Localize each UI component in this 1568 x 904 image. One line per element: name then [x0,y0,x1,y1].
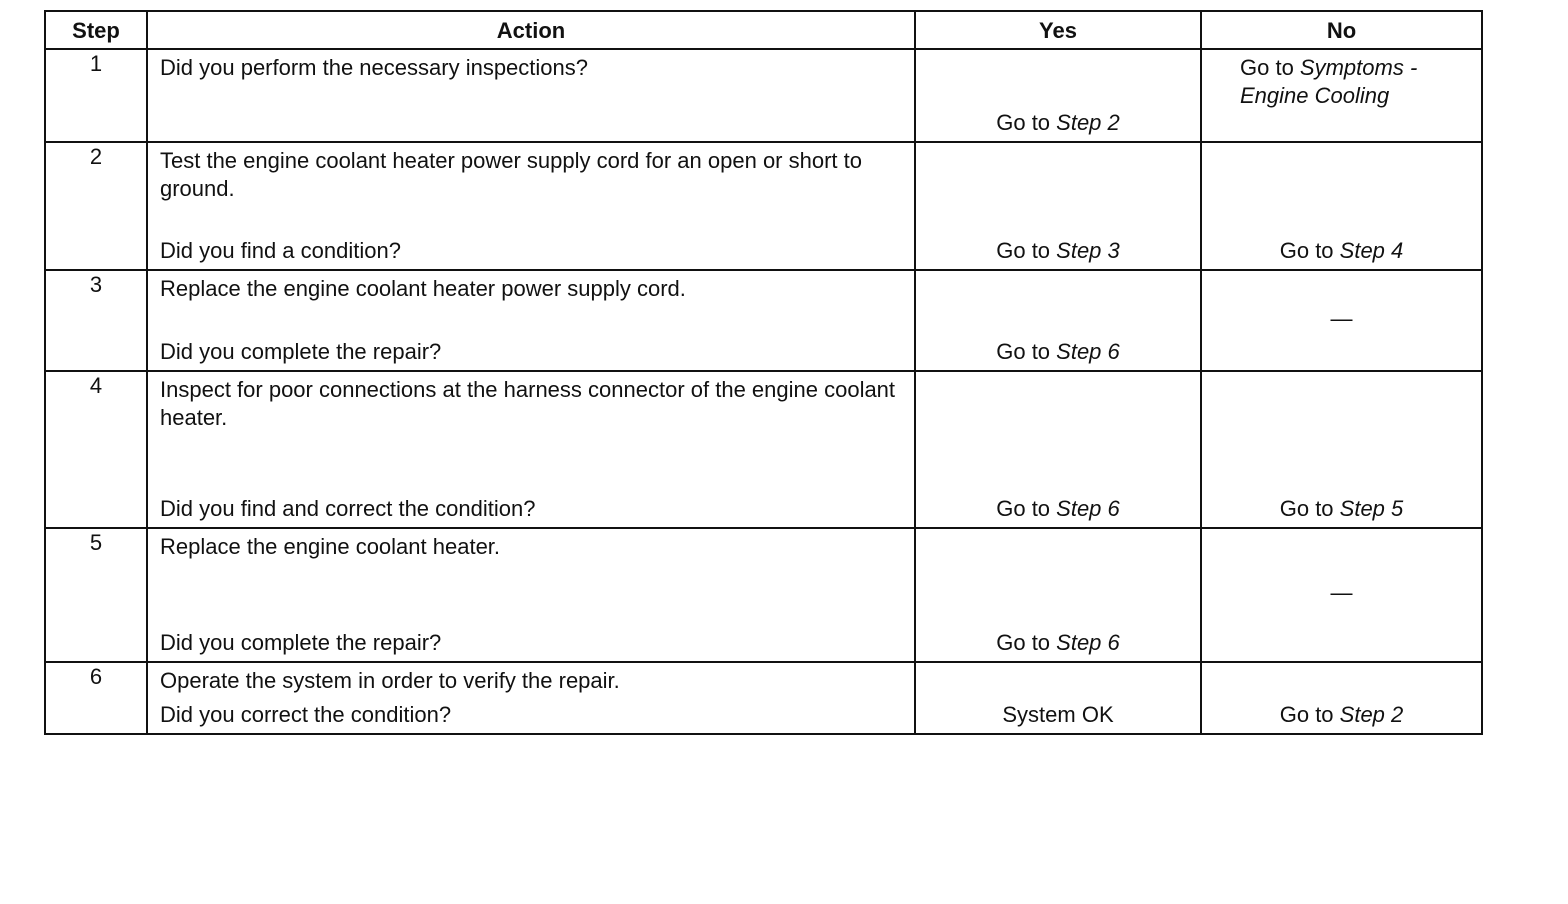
yes-step-link: Step 6 [1056,496,1120,521]
no-step-link: Step 2 [1339,702,1404,727]
no-cell [1201,49,1482,142]
action-cell [147,528,915,662]
no-cell [1201,528,1482,662]
step-number: 1 [45,49,147,142]
no-cell [1201,270,1482,371]
header-step: Step [45,11,147,49]
yes-cell [915,142,1201,270]
action-question: Did you find a condition? [160,238,401,263]
table-row [45,528,1482,662]
no-step-link: Symptoms - Engine Cooling [1240,55,1418,108]
yes-cell [915,49,1201,142]
yes-step-link: Step 2 [1056,110,1120,135]
table-row [45,371,1482,528]
no-result: Go to Step 5 [1279,496,1404,521]
action-text: Operate the system in order to verify the repair. [160,668,620,693]
table-row [45,270,1482,371]
no-cell [1201,662,1482,734]
action-question: Did you correct the condition? [160,702,452,727]
no-cell [1201,371,1482,528]
no-result: Go to Step 2 [1279,702,1404,727]
action-text: Test the engine coolant heater power supply cord for an open or short to ground. [160,148,862,201]
table-row [45,142,1482,270]
table-row [45,49,1482,142]
no-cell [1201,142,1482,270]
no-result: Go to Symptoms - Engine Cooling [1240,55,1418,108]
step-number: 3 [45,270,147,371]
action-question: Did you complete the repair? [160,630,442,655]
action-text: Replace the engine coolant heater power supply cord. [160,276,686,301]
step-number: 2 [45,142,147,270]
action-cell [147,142,915,270]
action-text: Inspect for poor connections at the harness connector of the engine coolant heater. [160,377,896,430]
no-result-dash: — [1330,580,1353,605]
yes-result: Go to Step 2 [996,110,1120,135]
yes-cell [915,662,1201,734]
no-step-link: Step 4 [1339,238,1404,263]
action-text: Replace the engine coolant heater. [160,534,501,559]
table-row [45,662,1482,734]
yes-result: Go to Step 6 [996,496,1120,521]
header-action: Action [147,11,915,49]
yes-result: Go to Step 6 [996,630,1120,655]
action-cell [147,270,915,371]
no-result-dash: — [1330,305,1353,331]
action-text: Did you perform the necessary inspections? [160,55,588,80]
action-cell [147,49,915,142]
action-question: Did you find and correct the condition? [160,496,536,521]
action-question: Did you complete the repair? [160,339,442,364]
yes-cell [915,371,1201,528]
diagnostic-table [44,10,1483,735]
step-number: 5 [45,528,147,662]
action-cell [147,662,915,734]
step-number: 4 [45,371,147,528]
yes-cell [915,270,1201,371]
header-no: No [1201,11,1482,49]
header-yes: Yes [915,11,1201,49]
yes-step-link: Step 3 [1056,238,1120,263]
yes-result: Go to Step 3 [996,238,1120,263]
yes-cell [915,528,1201,662]
yes-result: Go to Step 6 [996,339,1120,364]
header-row [45,11,1482,49]
no-step-link: Step 5 [1339,496,1404,521]
no-result: Go to Step 4 [1279,238,1404,263]
action-cell [147,371,915,528]
yes-step-link: Step 6 [1056,630,1120,655]
yes-result-text: System OK [1002,702,1114,727]
yes-step-link: Step 6 [1056,339,1120,364]
step-number: 6 [45,662,147,734]
